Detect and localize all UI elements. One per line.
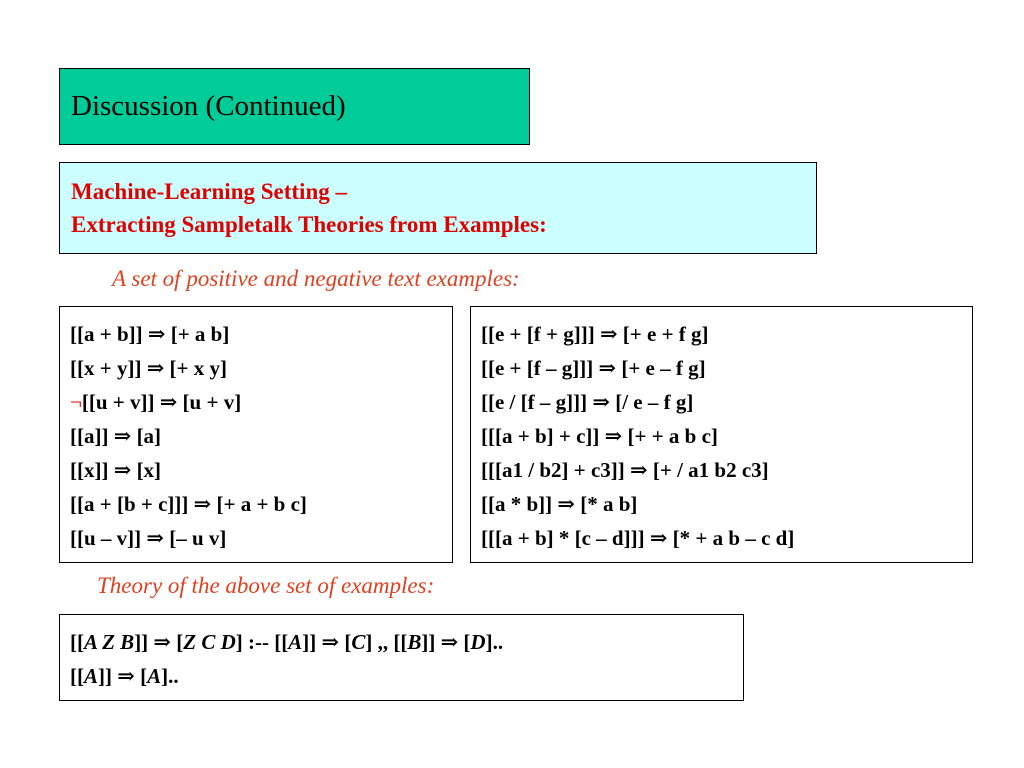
theory-variable: B <box>407 630 422 654</box>
theory-variable: A <box>84 664 99 688</box>
example-row <box>70 453 452 487</box>
setting-box <box>59 162 817 254</box>
theory-text: ] ,, [[ <box>365 630 408 654</box>
theory-text: ].. <box>161 664 179 688</box>
example-row <box>70 487 452 521</box>
theory-text: [[ <box>70 664 84 688</box>
negation-symbol: ¬ <box>70 390 82 414</box>
example-row <box>70 521 452 555</box>
title-box <box>59 68 530 145</box>
theory-variable: A Z B <box>84 630 135 654</box>
theory-line-1 <box>70 625 743 659</box>
slide-title: Discussion (Continued) <box>71 90 346 122</box>
theory-text: ]] ⇒ [ <box>421 630 471 654</box>
setting-line-1: Machine-Learning Setting – <box>71 179 347 204</box>
example-row <box>70 385 452 419</box>
theory-box <box>59 614 744 701</box>
example-row: [[e + [f – g]]] ⇒ [+ e – f g] <box>481 356 706 380</box>
example-text: [[x]] ⇒ [x] <box>70 458 162 482</box>
example-row: [[[a1 / b2] + c3]] ⇒ [+ / a1 b2 c3] <box>481 458 769 482</box>
setting-line-2: Extracting Sampletalk Theories from Examples: <box>71 212 547 237</box>
example-row <box>70 419 452 453</box>
theory-variable: C <box>351 630 366 654</box>
theory-text: ]] ⇒ [ <box>134 630 184 654</box>
theory-variable: Z C D <box>183 630 236 654</box>
theory-variable: A <box>147 664 162 688</box>
example-row: [[e / [f – g]]] ⇒ [/ e – f g] <box>481 390 694 414</box>
example-text: [[u + v]] ⇒ [u + v] <box>81 390 242 414</box>
theory-variable: D <box>470 630 486 654</box>
example-row: [[[a + b] + c]] ⇒ [+ + a b c] <box>481 424 718 448</box>
example-row <box>70 351 452 385</box>
example-text: [[x + y]] ⇒ [+ x y] <box>70 356 227 380</box>
theory-text: [[ <box>70 630 84 654</box>
example-row: [[a * b]] ⇒ [* a b] <box>481 492 638 516</box>
example-row: [[e + [f + g]]] ⇒ [+ e + f g] <box>481 322 709 346</box>
theory-text: ]] ⇒ [ <box>302 630 352 654</box>
example-text: [[u – v]] ⇒ [– u v] <box>70 526 227 550</box>
theory-text: ] :-- [[ <box>235 630 289 654</box>
theory-caption: Theory of the above set of examples: <box>97 573 435 598</box>
example-text: [[a + b]] ⇒ [+ a b] <box>70 322 230 346</box>
theory-text: ].. <box>485 630 504 654</box>
left-examples-box <box>59 306 453 563</box>
theory-line-2 <box>70 659 743 693</box>
right-examples-box <box>470 306 973 563</box>
theory-variable: A <box>288 630 303 654</box>
example-text: [[a]] ⇒ [a] <box>70 424 162 448</box>
example-text: [[a + [b + c]]] ⇒ [+ a + b c] <box>70 492 307 516</box>
example-row <box>70 317 452 351</box>
theory-text: ]] ⇒ [ <box>98 664 148 688</box>
examples-caption: A set of positive and negative text examples: <box>112 266 520 291</box>
example-row: [[[a + b] * [c – d]]] ⇒ [* + a b – c d] <box>481 526 795 550</box>
